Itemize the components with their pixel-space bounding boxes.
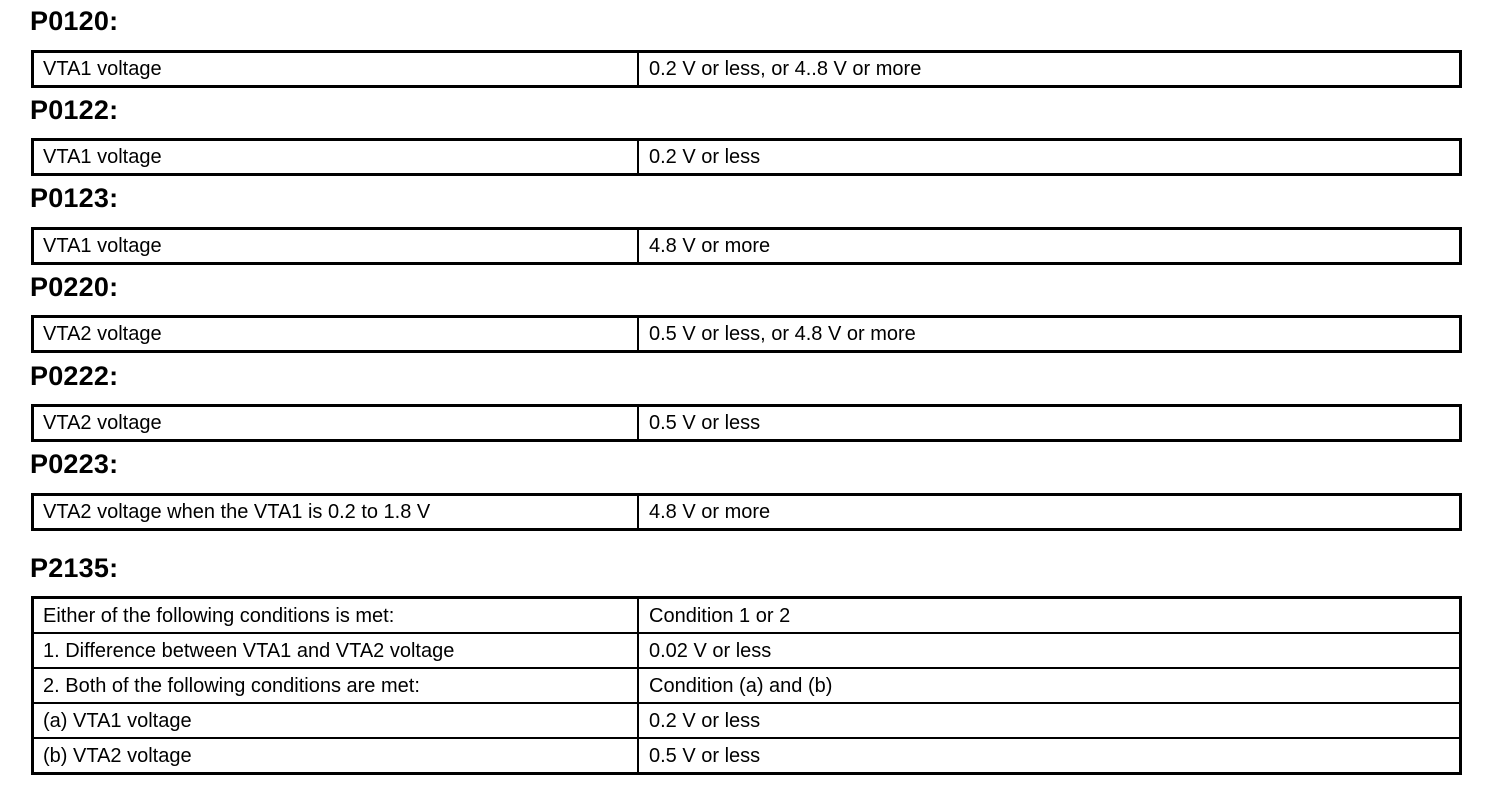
condition-value-cell: 0.5 V or less (638, 406, 1461, 441)
condition-value-cell: 0.02 V or less (638, 633, 1461, 668)
condition-item-cell: 1. Difference between VTA1 and VTA2 voltage (33, 633, 639, 668)
condition-item-cell: VTA1 voltage (33, 52, 639, 87)
dtc-code-heading: P0223: (30, 449, 119, 479)
condition-item-cell: VTA1 voltage (33, 229, 639, 264)
condition-item-cell: 2. Both of the following conditions are met: (33, 668, 639, 703)
condition-value-cell: 0.5 V or less, or 4.8 V or more (638, 317, 1461, 352)
table-row (33, 598, 1461, 634)
condition-item-cell: (a) VTA1 voltage (33, 703, 639, 738)
condition-value-cell: 0.2 V or less, or 4..8 V or more (638, 52, 1461, 87)
condition-item-cell: VTA2 voltage (33, 406, 639, 441)
dtc-condition-table (31, 404, 1462, 442)
condition-value-cell: 0.5 V or less (638, 738, 1461, 774)
condition-value-cell: Condition 1 or 2 (638, 598, 1461, 634)
dtc-condition-table (31, 138, 1462, 176)
table-row (33, 703, 1461, 738)
table-row (33, 406, 1461, 441)
condition-value-cell: Condition (a) and (b) (638, 668, 1461, 703)
dtc-code-heading: P2135: (30, 553, 119, 583)
table-row (33, 52, 1461, 87)
dtc-condition-table (31, 227, 1462, 265)
dtc-code-heading: P0122: (30, 95, 119, 125)
dtc-condition-table (31, 493, 1462, 531)
condition-item-cell: VTA2 voltage when the VTA1 is 0.2 to 1.8 V (33, 495, 639, 530)
dtc-code-heading: P0222: (30, 361, 119, 391)
dtc-code-heading: P0220: (30, 272, 119, 302)
condition-value-cell: 4.8 V or more (638, 229, 1461, 264)
condition-item-cell: Either of the following conditions is met: (33, 598, 639, 634)
table-row (33, 668, 1461, 703)
table-row (33, 738, 1461, 774)
condition-item-cell: (b) VTA2 voltage (33, 738, 639, 774)
condition-item-cell: VTA2 voltage (33, 317, 639, 352)
condition-item-cell: VTA1 voltage (33, 140, 639, 175)
table-row (33, 229, 1461, 264)
dtc-condition-table (31, 50, 1462, 88)
dtc-code-heading: P0120: (30, 6, 119, 36)
condition-value-cell: 4.8 V or more (638, 495, 1461, 530)
condition-value-cell: 0.2 V or less (638, 140, 1461, 175)
table-row (33, 495, 1461, 530)
condition-value-cell: 0.2 V or less (638, 703, 1461, 738)
dtc-code-heading: P0123: (30, 183, 119, 213)
table-row (33, 317, 1461, 352)
table-row (33, 633, 1461, 668)
dtc-condition-table (31, 315, 1462, 353)
table-row (33, 140, 1461, 175)
dtc-condition-table (31, 596, 1462, 775)
